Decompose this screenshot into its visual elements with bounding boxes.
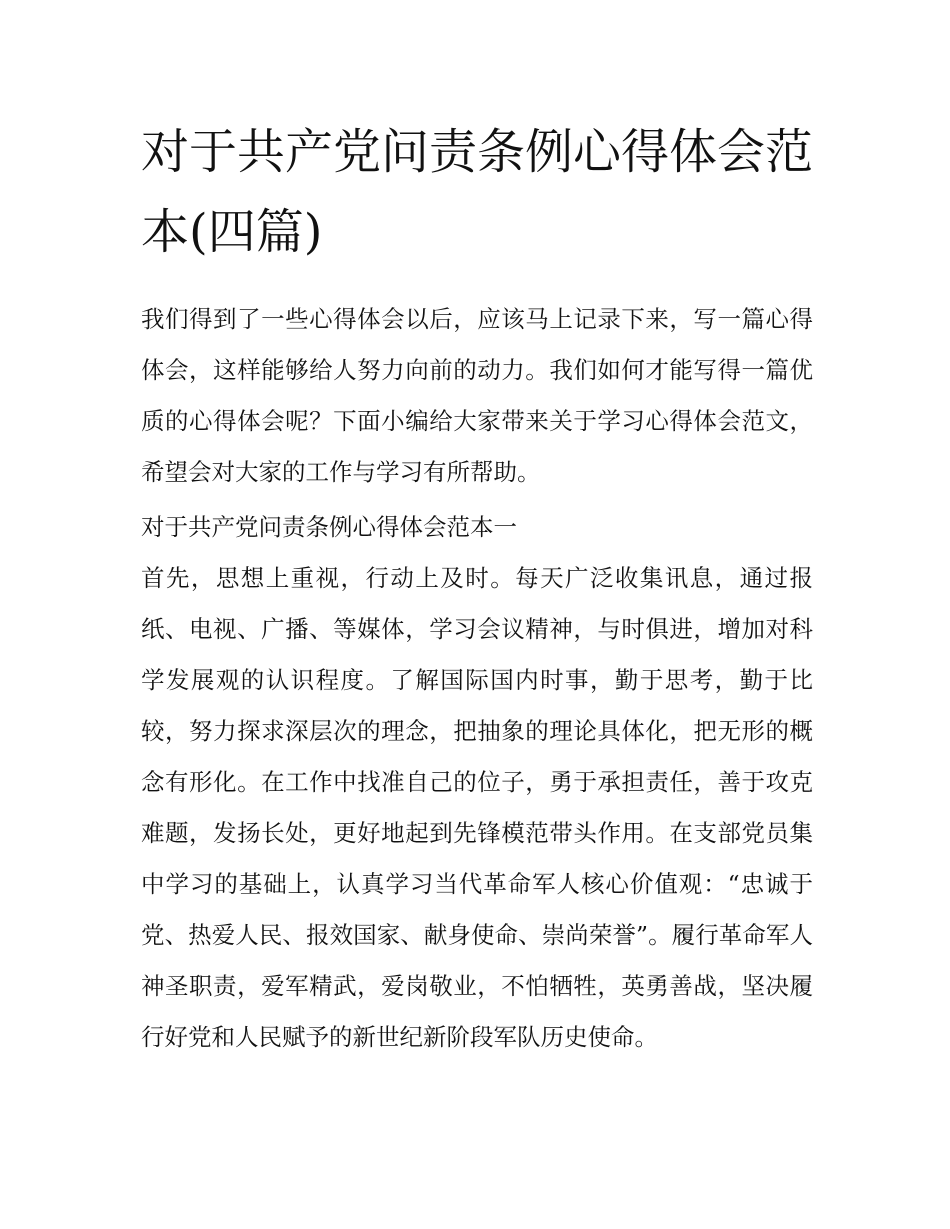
document-title: 对于共产党问责条例心得体会范本(四篇) — [141, 124, 814, 260]
document-content — [141, 112, 813, 1063]
intro-paragraph: 我们得到了一些心得体会以后，应该马上记录下来，写一篇心得体会，这样能够给人努力向前的动力。我们如何才能写得一篇优质的心得体会呢？下面小编给大家带来关于学习心得体会范文，希望会对大家的工作与学习有所帮助。 — [141, 305, 813, 486]
section-heading: 对于共产党问责条例心得体会范本一 — [141, 513, 517, 541]
body-paragraph: 首先，思想上重视，行动上及时。每天广泛收集讯息，通过报纸、电视、广播、等媒体，学习会议精神，与时俱进，增加对科学发展观的认识程度。了解国际国内时事，勤于思考，勤于比较，努力探求深层次的理念，把抽象的理论具体化，把无形的概念有形化。在工作中找准自己的位子，勇于承担责任，善于攻克难题，发扬长处，更好地起到先锋模范带头作用。在支部党员集中学习的基础上，认真学习当代革命军人核心价值观：“忠诚于党、热爱人民、报效国家、献身使命、崇尚荣誉”。履行革命军人神圣职责，爱军精武，爱岗敬业，不怕牺牲，英勇善战，坚决履行好党和人民赋予的新世纪新阶段军队历史使命。 — [141, 564, 813, 1051]
